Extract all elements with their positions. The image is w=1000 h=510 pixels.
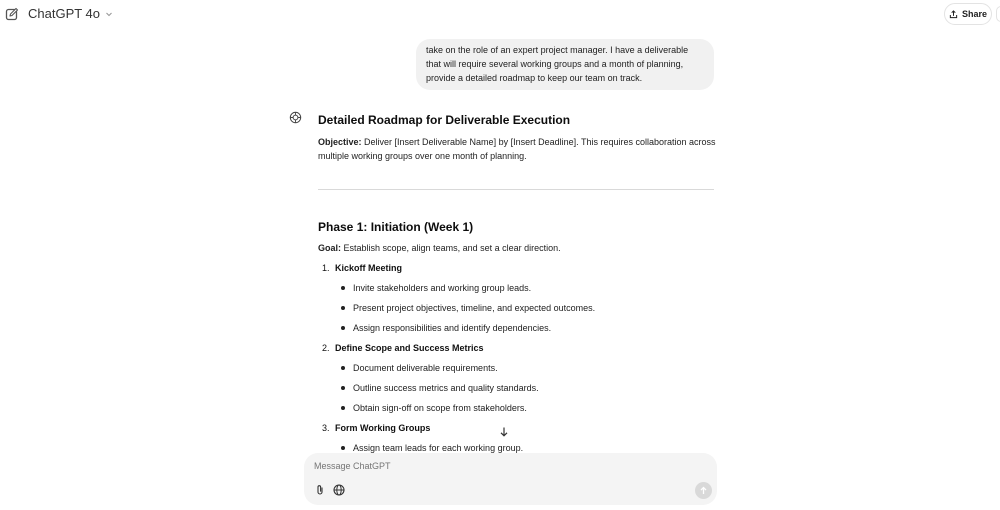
top-bar (0, 0, 1000, 30)
bullet-text: Assign team leads for each working group. (353, 443, 524, 453)
list-item (341, 281, 531, 295)
step-title: Form Working Groups (335, 423, 431, 433)
globe-icon[interactable] (333, 484, 345, 496)
bullet-icon (341, 326, 345, 330)
list-item (341, 301, 595, 315)
step-item (322, 421, 430, 435)
step-number: 3. (322, 423, 330, 433)
step-number: 1. (322, 263, 330, 273)
bullet-icon (341, 406, 345, 410)
bullet-icon (341, 366, 345, 370)
bullet-icon (341, 386, 345, 390)
bullet-icon (341, 306, 345, 310)
scroll-down-arrow-icon[interactable] (497, 425, 511, 439)
list-item (341, 321, 551, 335)
model-name: ChatGPT 4o (28, 6, 101, 21)
chevron-down-icon (104, 9, 114, 19)
list-item (341, 381, 539, 395)
list-item (341, 401, 527, 415)
objective-text: Deliver [Insert Deliverable Name] by [Insert Deadline]. This requires collaboration across multiple working groups over one month of planning. (318, 137, 716, 161)
share-label: Share (961, 9, 987, 19)
step-item (322, 341, 484, 355)
bullet-text: Assign responsibilities and identify dependencies. (353, 323, 552, 333)
answer-title: Detailed Roadmap for Deliverable Execution (318, 113, 571, 127)
send-button[interactable] (695, 482, 712, 499)
arrow-up-icon (699, 486, 708, 495)
phase-section (318, 220, 718, 453)
share-icon (949, 10, 958, 19)
step-number: 2. (322, 343, 330, 353)
bullet-text: Obtain sign-off on scope from stakeholders. (353, 403, 527, 413)
share-button[interactable] (944, 3, 992, 25)
message-composer (304, 453, 717, 505)
bullet-text: Invite stakeholders and working group leads. (353, 283, 532, 293)
list-item (341, 361, 498, 375)
new-chat-icon[interactable] (5, 7, 19, 21)
goal-paragraph (318, 241, 718, 255)
bullet-icon (341, 286, 345, 290)
openai-logo-icon (289, 111, 302, 124)
phase-title: Phase 1: Initiation (Week 1) (318, 220, 474, 234)
assistant-answer (318, 113, 718, 163)
goal-text: Establish scope, align teams, and set a clear direction. (341, 243, 561, 253)
bullet-icon (341, 446, 345, 450)
profile-button[interactable] (996, 6, 1000, 22)
objective-label: Objective: (318, 137, 362, 147)
paperclip-icon[interactable] (314, 484, 326, 496)
bullet-text: Outline success metrics and quality standards. (353, 383, 539, 393)
goal-label: Goal: (318, 243, 342, 253)
objective-paragraph (318, 135, 718, 163)
bullet-text: Present project objectives, timeline, and expected outcomes. (353, 303, 596, 313)
user-message-bubble: take on the role of an expert project manager. I have a deliverable that will require several working groups and a month of planning, provide a detailed roadmap to keep our team on track. (416, 39, 714, 90)
section-divider (318, 189, 714, 190)
step-title: Kickoff Meeting (335, 263, 403, 273)
model-selector[interactable] (28, 6, 114, 21)
bullet-text: Document deliverable requirements. (353, 363, 498, 373)
step-item (322, 261, 402, 275)
message-input[interactable] (314, 461, 694, 471)
step-title: Define Scope and Success Metrics (335, 343, 484, 353)
list-item (341, 441, 523, 453)
